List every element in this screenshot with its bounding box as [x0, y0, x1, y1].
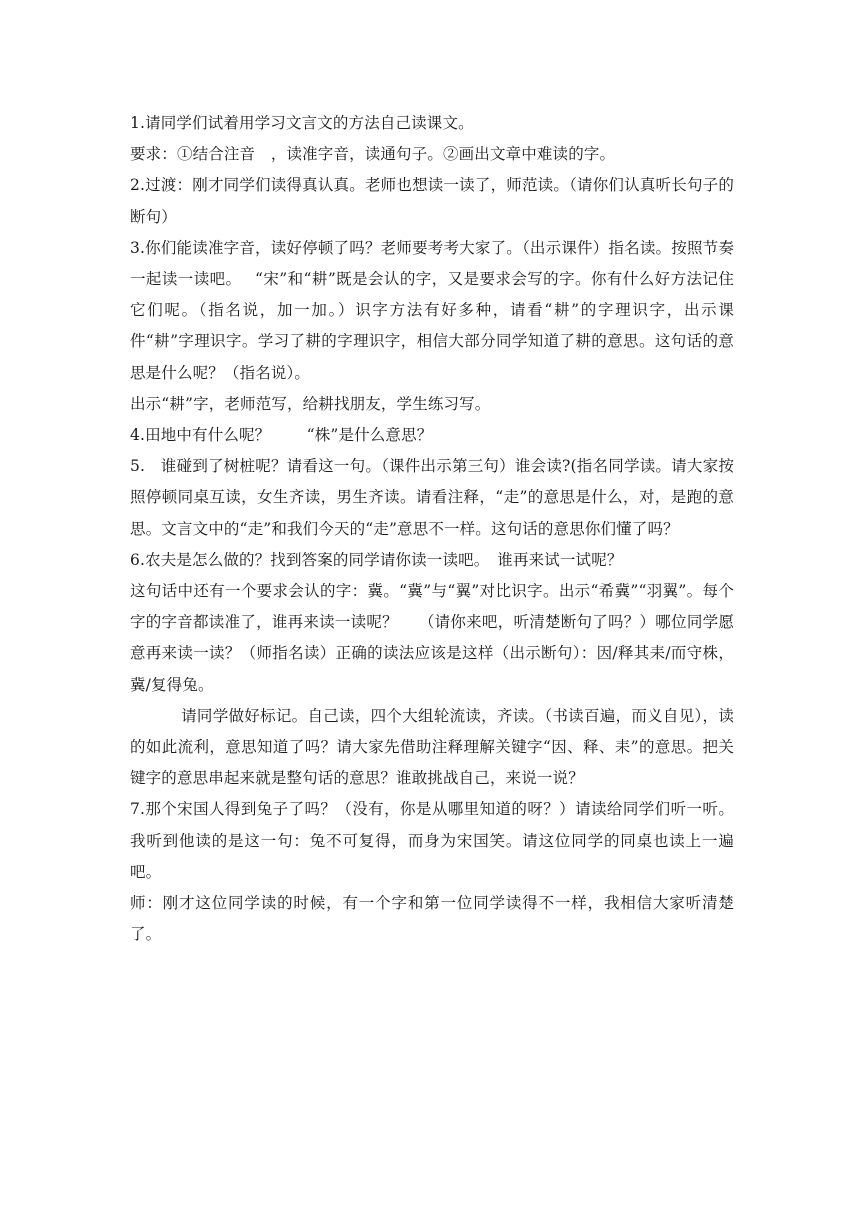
- step-6-character-study: 这句话中还有一个要求会认的字：冀。“冀”与“翼”对比识字。出示“希冀”“羽翼”。每个字的字音都读准了，谁再来读一读呢？ （请你来吧，听清楚断句了吗？）哪位同学愿意再来读一读？（师指名读）正确的读法应该是这样（出示断句）：因/释其耒/而守株，冀/复得兔。: [130, 582, 734, 694]
- step-7-question: 7.那个宋国人得到兔子了吗？（没有，你是从哪里知道的呀？）请读给同学们听一听。我听到他读的是这一句：兔不可复得，而身为宋国笑。请这位同学的同桌也读上一遍吧。: [130, 800, 734, 881]
- step-5-reading: 5. 谁碰到了树桩呢？请看这一句。（课件出示第三句）谁会读?(指名同学读。请大家按照停顿同桌互读，女生齐读，男生齐读。请看注释，“走”的意思是什么，对，是跑的意思。文言文中的“走”和我们今天的“走”意思不一样。这句话的意思你们懂了吗？: [130, 457, 734, 538]
- step-3-writing-practice: 出示“耕”字，老师范写，给耕找朋友，学生练习写。: [130, 394, 491, 413]
- teacher-remark: 师：刚才这位同学读的时候，有一个字和第一位同学读得不一样，我相信大家听清楚了。: [130, 894, 734, 944]
- step-1-instruction: 1.请同学们试着用学习文言文的方法自己读课文。: [130, 114, 474, 132]
- step-1-requirements: 要求：①结合注音 ，读准字音，读通句子。②画出文章中难读的字。: [130, 145, 616, 164]
- step-2-transition: 2.过渡：刚才同学们读得真认真。老师也想读一读了，师范读。（请你们认真听长句子的断句）: [130, 176, 734, 226]
- document-body: [130, 108, 734, 950]
- step-6-question: 6.农夫是怎么做的？找到答案的同学请你读一读吧。 谁再来试一试呢？: [130, 550, 623, 569]
- step-6-marking: 请同学做好标记。自己读，四个大组轮流读，齐读。（书读百遍，而义自见），读的如此流利，意思知道了吗？请大家先借助注释理解关键字“因、释、耒”的意思。把关键字的意思串起来就是整句话的意思？谁敢挑战自己，来说一说？: [130, 706, 734, 788]
- step-4-question: 4.田地中有什么呢？ “株”是什么意思？: [130, 426, 433, 445]
- step-3-reading-check: 3.你们能读准字音，读好停顿了吗？老师要考考大家了。（出示课件）指名读。按照节奏一起读一读吧。 “宋”和“耕”既是会认的字，又是要求会写的字。你有什么好方法记住它们呢。（指名说，加一加。）识字方法有好多种，请看“耕”的字理识字，出示课件“耕”字理识字。学习了耕的字理识字，相信大部分同学知道了耕的意思。这句话的意思是什么呢？（指名说）。: [130, 238, 734, 382]
